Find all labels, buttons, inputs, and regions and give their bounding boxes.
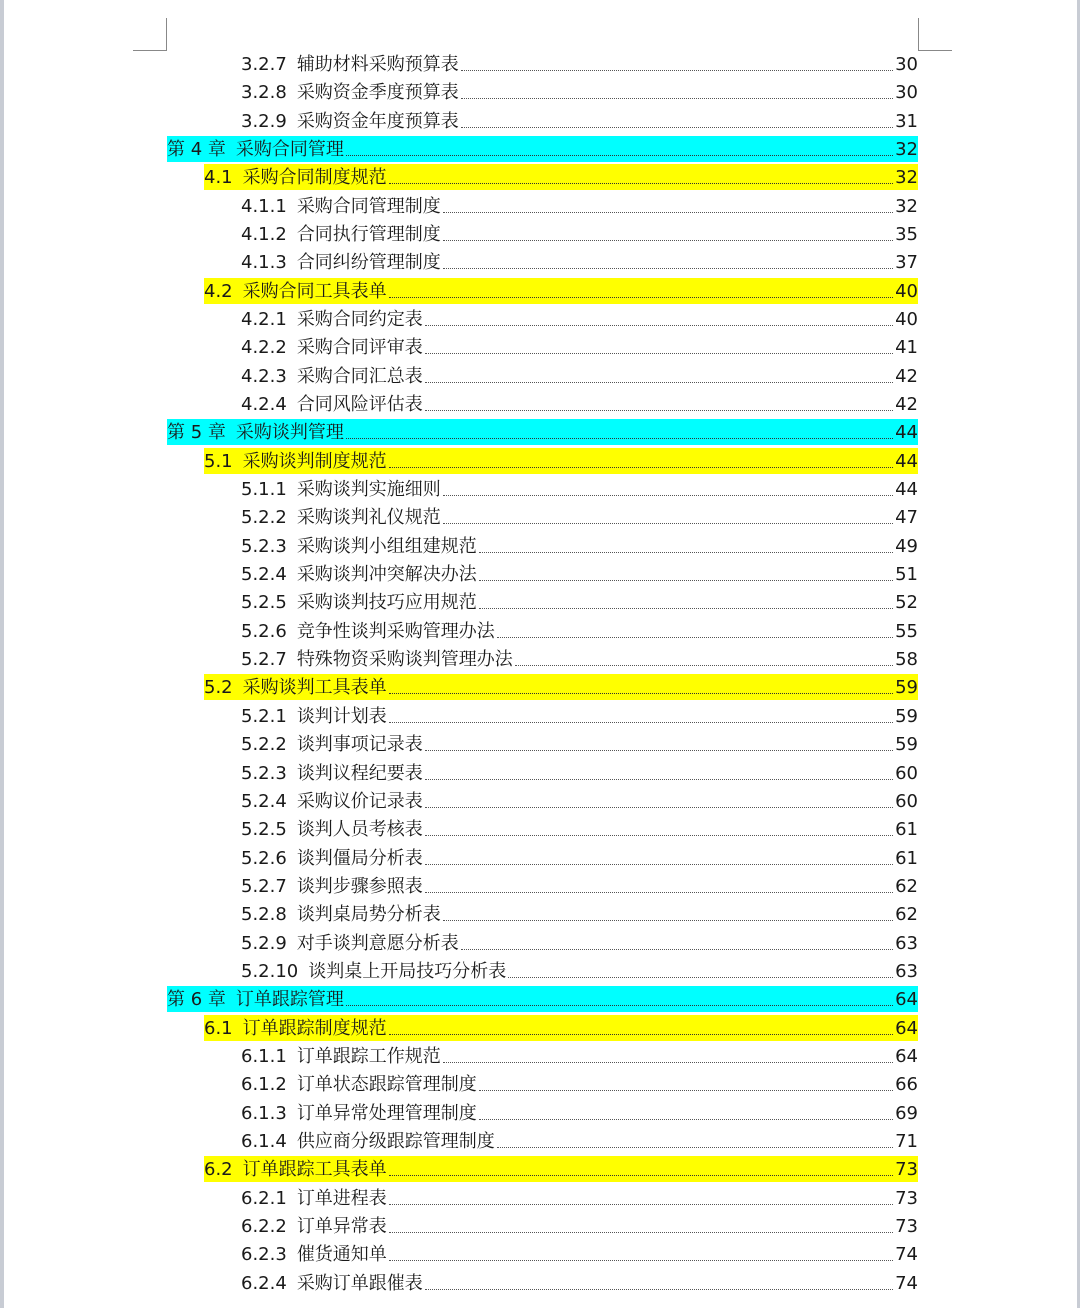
toc-dot-leader [479, 580, 893, 581]
crop-mark-right-horizontal [918, 50, 952, 51]
toc-dot-leader [389, 467, 893, 468]
toc-entry-title: 订单跟踪工作规范 [296, 1045, 441, 1067]
toc-entry-page-number: 62 [895, 904, 918, 926]
toc-entry-title: 对手谈判意愿分析表 [296, 932, 459, 954]
toc-dot-leader [389, 1175, 893, 1176]
toc-entry-page-number: 61 [895, 847, 918, 869]
toc-entry-title: 采购订单跟催表 [296, 1272, 423, 1294]
toc-entry-title: 谈判僵局分析表 [296, 847, 423, 869]
crop-mark-right-vertical [918, 18, 919, 51]
toc-entry-page-number: 61 [895, 819, 918, 841]
toc-dot-leader [443, 1062, 893, 1063]
crop-mark-left-horizontal [133, 50, 167, 51]
toc-entry-number: 6.1.2 [241, 1074, 287, 1096]
toc-dot-leader [515, 665, 893, 666]
toc-entry-page-number: 37 [895, 252, 918, 274]
toc-entry-page-number: 42 [895, 394, 918, 416]
toc-entry-sub[interactable] [241, 221, 918, 247]
toc-entry-sub[interactable] [241, 79, 918, 105]
toc-entry-sub[interactable] [241, 561, 918, 587]
toc-entry-number: 5.1.1 [241, 479, 287, 501]
toc-entry-number: 6.2.1 [241, 1187, 287, 1209]
toc-entry-title: 采购合同评审表 [296, 337, 423, 359]
toc-dot-leader [425, 807, 893, 808]
toc-dot-leader [425, 750, 893, 751]
toc-entry-title: 采购议价记录表 [296, 790, 423, 812]
toc-entry-number: 6.1.1 [241, 1045, 287, 1067]
toc-entry-sub[interactable] [241, 873, 918, 899]
toc-entry-number: 5.2.4 [241, 564, 287, 586]
toc-entry-page-number: 59 [895, 734, 918, 756]
toc-entry-page-number: 74 [895, 1272, 918, 1294]
toc-entry-number: 5.2.1 [241, 705, 287, 727]
toc-dot-leader [389, 722, 893, 723]
toc-entry-title: 采购谈判技巧应用规范 [296, 592, 477, 614]
toc-entry-title: 谈判计划表 [296, 705, 387, 727]
toc-entry-number: 6.2.3 [241, 1244, 287, 1266]
toc-entry-title: 谈判事项记录表 [296, 734, 423, 756]
toc-entry-number: 5.2.7 [241, 875, 287, 897]
toc-entry-sub[interactable] [241, 306, 918, 332]
toc-entry-page-number: 59 [895, 677, 918, 699]
toc-entry-sub[interactable] [241, 334, 918, 360]
toc-entry-title: 合同风险评估表 [296, 394, 423, 416]
toc-entry-number: 4.2.2 [241, 337, 287, 359]
page-edge-left [0, 0, 4, 1308]
toc-dot-leader [425, 382, 893, 383]
toc-entry-sub[interactable] [241, 533, 918, 559]
toc-entry-number: 4.2.4 [241, 394, 287, 416]
toc-entry-number: 5.2.6 [241, 620, 287, 642]
toc-entry-title: 特殊物资采购谈判管理办法 [296, 649, 513, 671]
toc-dot-leader [425, 410, 893, 411]
toc-dot-leader [497, 637, 893, 638]
toc-entry-sub[interactable] [241, 476, 918, 502]
toc-entry-page-number: 32 [895, 139, 918, 161]
toc-entry-page-number: 49 [895, 535, 918, 557]
toc-entry-number: 4.2 [204, 280, 233, 302]
toc-entry-sub[interactable] [241, 363, 918, 389]
toc-dot-leader [443, 268, 893, 269]
toc-dot-leader [461, 98, 893, 99]
toc-entry-number: 5.2.3 [241, 535, 287, 557]
toc-entry-number: 5.2.2 [241, 507, 287, 529]
toc-entry-number: 第 5 章 [167, 422, 226, 444]
toc-entry-page-number: 35 [895, 224, 918, 246]
toc-entry-page-number: 41 [895, 337, 918, 359]
toc-dot-leader [443, 523, 893, 524]
toc-entry-page-number: 64 [895, 989, 918, 1011]
toc-entry-title: 谈判步骤参照表 [296, 875, 423, 897]
toc-entry-sub[interactable] [241, 958, 918, 984]
toc-entry-sub[interactable] [241, 1270, 918, 1296]
toc-entry-number: 6.2.4 [241, 1272, 287, 1294]
toc-entry-title: 采购谈判小组组建规范 [296, 535, 477, 557]
toc-entry-page-number: 58 [895, 649, 918, 671]
toc-entry-page-number: 60 [895, 762, 918, 784]
toc-entry-number: 4.1.2 [241, 224, 287, 246]
toc-entry-number: 4.2.1 [241, 309, 287, 331]
toc-entry-chapter[interactable] [167, 419, 918, 445]
toc-dot-leader [461, 70, 893, 71]
crop-mark-left-vertical [166, 18, 167, 51]
toc-entry-page-number: 44 [895, 479, 918, 501]
toc-entry-page-number: 73 [895, 1159, 918, 1181]
toc-entry-number: 5.2 [204, 677, 233, 699]
toc-entry-title: 采购合同汇总表 [296, 365, 423, 387]
toc-entry-number: 5.2.3 [241, 762, 287, 784]
toc-entry-sub[interactable] [241, 646, 918, 672]
toc-entry-page-number: 30 [895, 82, 918, 104]
toc-entry-page-number: 31 [895, 110, 918, 132]
toc-entry-number: 5.2.6 [241, 847, 287, 869]
toc-dot-leader [389, 1260, 893, 1261]
toc-entry-title: 催货通知单 [296, 1244, 387, 1266]
toc-entry-section[interactable] [204, 674, 918, 700]
toc-entry-title: 订单跟踪工具表单 [242, 1159, 387, 1181]
toc-entry-sub[interactable] [241, 504, 918, 530]
toc-dot-leader [425, 835, 893, 836]
toc-entry-sub[interactable] [241, 589, 918, 615]
toc-entry-page-number: 64 [895, 1045, 918, 1067]
toc-entry-title: 采购资金年度预算表 [296, 110, 459, 132]
toc-dot-leader [443, 495, 893, 496]
toc-entry-number: 3.2.7 [241, 54, 287, 75]
toc-entry-page-number: 66 [895, 1074, 918, 1096]
toc-entry-page-number: 59 [895, 705, 918, 727]
toc-entry-page-number: 63 [895, 932, 918, 954]
toc-dot-leader [389, 1232, 893, 1233]
toc-entry-sub[interactable] [241, 703, 918, 729]
toc-dot-leader [346, 438, 893, 439]
toc-dot-leader [479, 552, 893, 553]
toc-dot-leader [389, 693, 893, 694]
toc-entry-page-number: 62 [895, 875, 918, 897]
toc-entry-page-number: 32 [895, 195, 918, 217]
toc-entry-section[interactable] [204, 1015, 918, 1041]
toc-entry-title: 采购谈判工具表单 [242, 677, 387, 699]
toc-dot-leader [425, 779, 893, 780]
toc-dot-leader [346, 155, 893, 156]
toc-entry-number: 第 6 章 [167, 989, 226, 1011]
toc-entry-number: 5.1 [204, 450, 233, 472]
toc-entry-sub[interactable] [241, 391, 918, 417]
toc-entry-page-number: 64 [895, 1017, 918, 1039]
toc-entry-title: 合同纠纷管理制度 [296, 252, 441, 274]
toc-entry-number: 6.2 [204, 1159, 233, 1181]
toc-entry-number: 4.1 [204, 167, 233, 189]
toc-entry-number: 6.1 [204, 1017, 233, 1039]
toc-entry-sub[interactable] [241, 1185, 918, 1211]
toc-entry-title: 采购谈判管理 [235, 422, 344, 444]
toc-entry-number: 5.2.7 [241, 649, 287, 671]
toc-entry-title: 采购合同工具表单 [242, 280, 387, 302]
toc-dot-leader [425, 864, 893, 865]
toc-entry-page-number: 30 [895, 54, 918, 75]
toc-entry-chapter[interactable] [167, 136, 918, 162]
toc-dot-leader [346, 1005, 893, 1006]
toc-entry-title: 采购谈判实施细则 [296, 479, 441, 501]
toc-dot-leader [389, 1034, 893, 1035]
toc-dot-leader [443, 212, 893, 213]
toc-entry-page-number: 40 [895, 309, 918, 331]
toc-dot-leader [389, 1204, 893, 1205]
toc-entry-sub[interactable] [241, 618, 918, 644]
toc-entry-section[interactable] [204, 1156, 918, 1182]
toc-dot-leader [389, 183, 893, 184]
toc-entry-sub[interactable] [241, 193, 918, 219]
toc-entry-page-number: 44 [895, 422, 918, 444]
toc-entry-page-number: 42 [895, 365, 918, 387]
toc-entry-sub[interactable] [241, 1043, 918, 1069]
toc-entry-sub[interactable] [241, 901, 918, 927]
toc-entry-title: 合同执行管理制度 [296, 224, 441, 246]
toc-dot-leader [497, 1147, 893, 1148]
toc-dot-leader [443, 240, 893, 241]
toc-entry-title: 竞争性谈判采购管理办法 [296, 620, 495, 642]
toc-dot-leader [479, 1090, 893, 1091]
toc-dot-leader [425, 353, 893, 354]
toc-entry-page-number: 55 [895, 620, 918, 642]
toc-entry-page-number: 73 [895, 1187, 918, 1209]
toc-entry-title: 采购合同约定表 [296, 309, 423, 331]
toc-dot-leader [443, 920, 893, 921]
toc-dot-leader [508, 977, 893, 978]
toc-entry-page-number: 63 [895, 960, 918, 982]
toc-entry-number: 5.2.8 [241, 904, 287, 926]
toc-entry-title: 采购谈判冲突解决办法 [296, 564, 477, 586]
toc-entry-number: 4.1.3 [241, 252, 287, 274]
toc-dot-leader [461, 127, 893, 128]
toc-entry-number: 5.2.2 [241, 734, 287, 756]
toc-entry-section[interactable] [204, 164, 918, 190]
toc-entry-sub[interactable] [241, 108, 918, 134]
toc-entry-page-number: 32 [895, 167, 918, 189]
toc-entry-title: 谈判桌局势分析表 [296, 904, 441, 926]
toc-entry-number: 5.2.10 [241, 960, 299, 982]
toc-entry-page-number: 73 [895, 1215, 918, 1237]
toc-entry-number: 5.2.4 [241, 790, 287, 812]
toc-entry-chapter[interactable] [167, 986, 918, 1012]
toc-entry-number: 5.2.5 [241, 819, 287, 841]
toc-entry-sub[interactable] [241, 788, 918, 814]
toc-entry-number: 6.1.3 [241, 1102, 287, 1124]
toc-entry-sub[interactable] [241, 1100, 918, 1126]
toc-entry-sub[interactable] [241, 845, 918, 871]
toc-entry-title: 订单跟踪管理 [235, 989, 344, 1011]
toc-dot-leader [425, 1289, 893, 1290]
toc-entry-title: 采购合同管理制度 [296, 195, 441, 217]
toc-entry-page-number: 44 [895, 450, 918, 472]
toc-entry-sub[interactable] [241, 1071, 918, 1097]
toc-entry-section[interactable] [204, 448, 918, 474]
toc-entry-title: 订单异常处理管理制度 [296, 1102, 477, 1124]
toc-entry-page-number: 51 [895, 564, 918, 586]
toc-entry-page-number: 40 [895, 280, 918, 302]
toc-entry-title: 采购资金季度预算表 [296, 82, 459, 104]
toc-entry-sub[interactable] [241, 249, 918, 275]
toc-entry-sub[interactable] [241, 930, 918, 956]
toc-entry-title: 采购谈判制度规范 [242, 450, 387, 472]
toc-entry-title: 采购谈判礼仪规范 [296, 507, 441, 529]
toc-dot-leader [425, 892, 893, 893]
toc-entry-title: 辅助材料采购预算表 [296, 54, 459, 75]
toc-entry-sub[interactable] [241, 1128, 918, 1154]
toc-entry-title: 订单状态跟踪管理制度 [296, 1074, 477, 1096]
toc-dot-leader [425, 325, 893, 326]
toc-entry-number: 第 4 章 [167, 139, 226, 161]
toc-entry-page-number: 52 [895, 592, 918, 614]
toc-entry-number: 4.2.3 [241, 365, 287, 387]
toc-dot-leader [461, 949, 893, 950]
toc-entry-title: 订单异常表 [296, 1215, 387, 1237]
toc-entry-title: 采购合同制度规范 [242, 167, 387, 189]
toc-entry-page-number: 69 [895, 1102, 918, 1124]
toc-entry-number: 5.2.9 [241, 932, 287, 954]
toc-entry-sub[interactable] [241, 816, 918, 842]
toc-entry-number: 3.2.8 [241, 82, 287, 104]
toc-entry-number: 5.2.5 [241, 592, 287, 614]
toc-dot-leader [479, 1119, 893, 1120]
toc-entry-title: 订单进程表 [296, 1187, 387, 1209]
toc-entry-title: 订单跟踪制度规范 [242, 1017, 387, 1039]
toc-entry-sub[interactable] [241, 760, 918, 786]
toc-dot-leader [479, 608, 893, 609]
toc-entry-page-number: 47 [895, 507, 918, 529]
toc-entry-section[interactable] [204, 278, 918, 304]
toc-entry-sub[interactable] [241, 731, 918, 757]
toc-entry-sub[interactable] [241, 1241, 918, 1267]
toc-entry-number: 6.1.4 [241, 1130, 287, 1152]
toc-entry-sub[interactable] [241, 1213, 918, 1239]
toc-entry-page-number: 60 [895, 790, 918, 812]
toc-entry-number: 6.2.2 [241, 1215, 287, 1237]
toc-entry-title: 供应商分级跟踪管理制度 [296, 1130, 495, 1152]
toc-entry-page-number: 71 [895, 1130, 918, 1152]
toc-entry-number: 4.1.1 [241, 195, 287, 217]
toc-entry-sub[interactable] [241, 51, 918, 77]
toc-entry-title: 谈判人员考核表 [296, 819, 423, 841]
toc-dot-leader [389, 297, 893, 298]
toc-entry-number: 3.2.9 [241, 110, 287, 132]
toc-entry-title: 采购合同管理 [235, 139, 344, 161]
toc-entry-page-number: 74 [895, 1244, 918, 1266]
toc-entry-title: 谈判议程纪要表 [296, 762, 423, 784]
toc-entry-title: 谈判桌上开局技巧分析表 [308, 960, 507, 982]
